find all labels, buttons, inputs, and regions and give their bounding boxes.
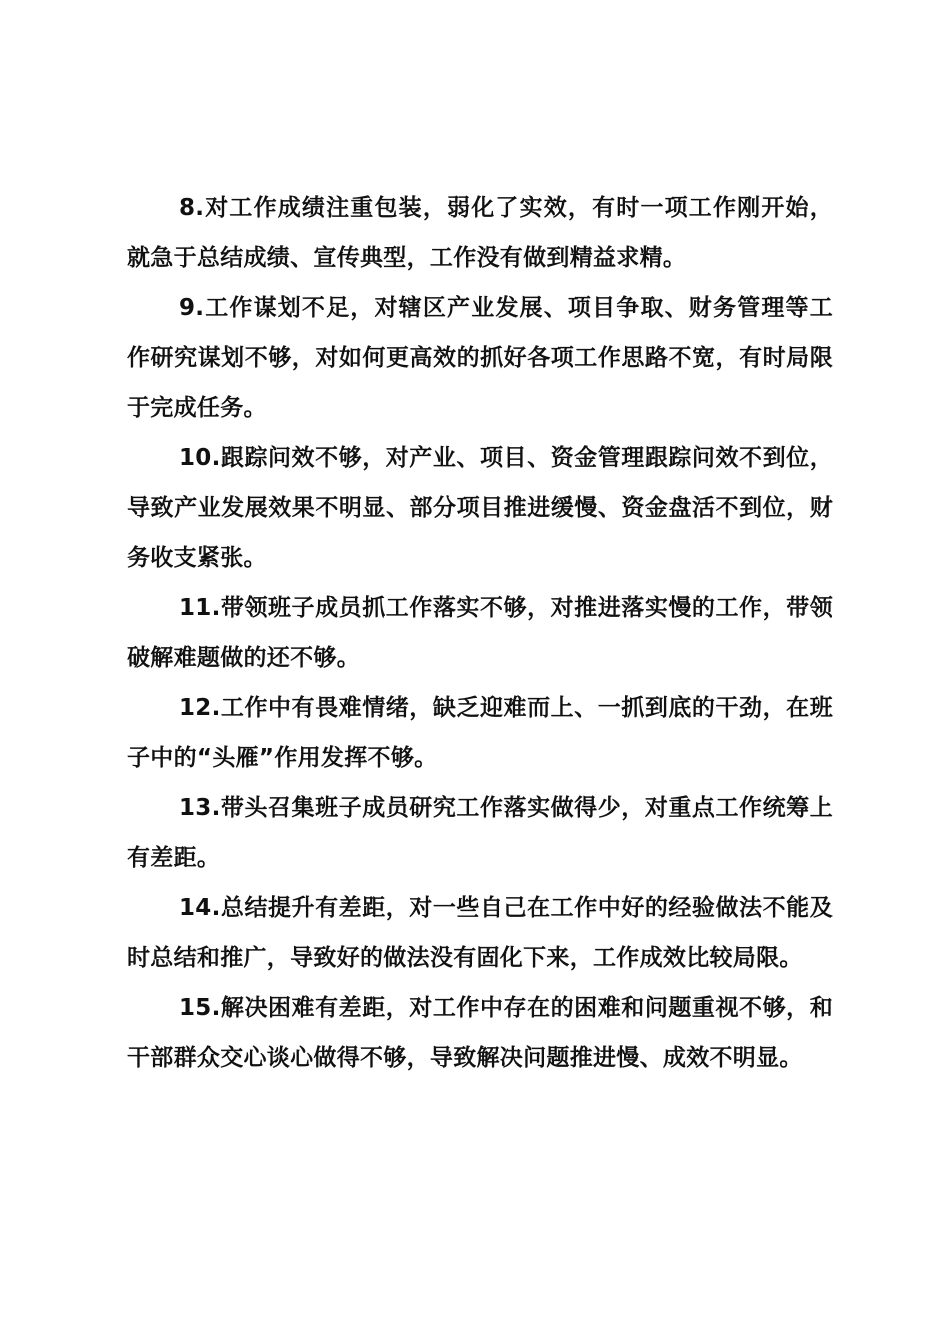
paragraph-item-12: 12.工作中有畏难情绪，缺乏迎难而上、一抓到底的干劲，在班子中的“头雁”作用发挥不够。 xyxy=(127,695,833,771)
paragraph-item-13: 13.带头召集班子成员研究工作落实做得少，对重点工作统筹上有差距。 xyxy=(127,795,833,871)
paragraph-item-9: 9.工作谋划不足，对辖区产业发展、项目争取、财务管理等工作研究谋划不够，对如何更高效的抓好各项工作思路不宽，有时局限于完成任务。 xyxy=(127,295,833,421)
paragraph-item-10: 10.跟踪问效不够，对产业、项目、资金管理跟踪问效不到位，导致产业发展效果不明显、部分项目推进缓慢、资金盘活不到位，财务收支紧张。 xyxy=(127,445,833,571)
document-body xyxy=(127,183,833,1083)
paragraph-item-11: 11.带领班子成员抓工作落实不够，对推进落实慢的工作，带领破解难题做的还不够。 xyxy=(127,595,833,671)
paragraph-item-15: 15.解决困难有差距，对工作中存在的困难和问题重视不够，和干部群众交心谈心做得不够，导致解决问题推进慢、成效不明显。 xyxy=(127,995,833,1071)
paragraph-item-14: 14.总结提升有差距，对一些自己在工作中好的经验做法不能及时总结和推广，导致好的做法没有固化下来，工作成效比较局限。 xyxy=(127,895,833,971)
paragraph-item-8: 8.对工作成绩注重包装，弱化了实效，有时一项工作刚开始，就急于总结成绩、宣传典型，工作没有做到精益求精。 xyxy=(127,195,833,271)
